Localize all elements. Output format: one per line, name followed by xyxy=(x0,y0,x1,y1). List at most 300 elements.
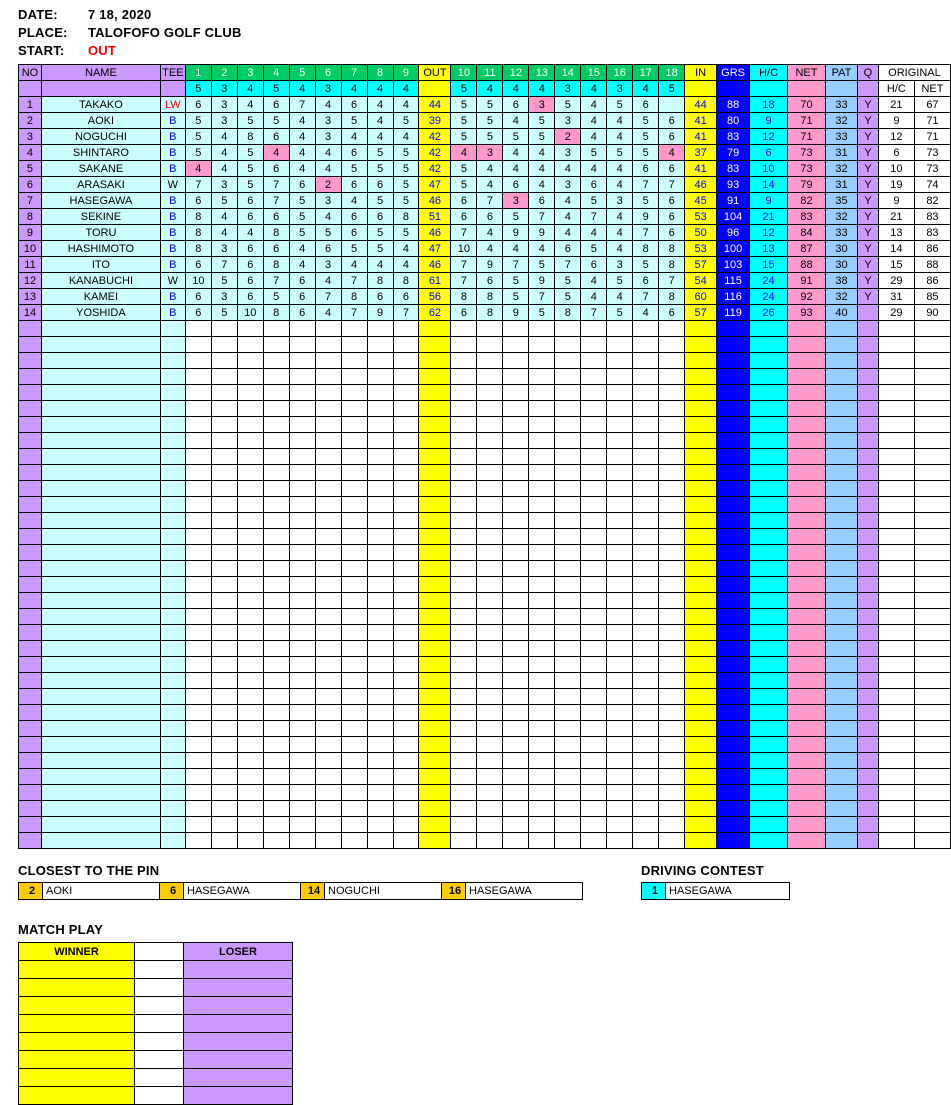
empty-out-9 xyxy=(393,785,419,801)
empty-no xyxy=(19,529,42,545)
empty-out-4 xyxy=(263,433,289,449)
match-loser-cell[interactable] xyxy=(184,1087,293,1105)
empty-name xyxy=(41,609,160,625)
empty-pat xyxy=(825,689,857,705)
empty-pat xyxy=(825,449,857,465)
empty-out-5 xyxy=(289,753,315,769)
empty-in-13 xyxy=(529,609,555,625)
row-score-in-10: 10 xyxy=(451,241,477,257)
row-player-name: TORU xyxy=(41,225,160,241)
row-q: Y xyxy=(857,177,878,193)
row-net: 87 xyxy=(788,241,826,257)
table-row-empty[interactable] xyxy=(19,465,951,481)
table-row[interactable] xyxy=(19,113,951,129)
empty-in-17 xyxy=(633,481,659,497)
match-loser-cell[interactable] xyxy=(184,1015,293,1033)
empty-out-1 xyxy=(185,577,211,593)
empty-in-12 xyxy=(503,593,529,609)
match-play-header-row xyxy=(19,943,293,961)
empty-in-15 xyxy=(581,433,607,449)
empty-q xyxy=(857,465,878,481)
row-grs: 100 xyxy=(717,241,750,257)
match-mid-cell[interactable] xyxy=(135,1087,184,1105)
empty-out-4 xyxy=(263,817,289,833)
empty-pat xyxy=(825,561,857,577)
empty-orig-net xyxy=(914,593,950,609)
empty-out-total xyxy=(419,545,451,561)
empty-in-17 xyxy=(633,785,659,801)
table-row[interactable] xyxy=(19,145,951,161)
match-winner-header: WINNER xyxy=(19,943,135,961)
empty-out-6 xyxy=(315,465,341,481)
empty-out-4 xyxy=(263,833,289,849)
row-score-out-2: 4 xyxy=(211,129,237,145)
match-play-row[interactable] xyxy=(19,1087,293,1105)
match-loser-cell[interactable] xyxy=(184,1051,293,1069)
par-grs xyxy=(717,81,750,97)
empty-name xyxy=(41,641,160,657)
col-header-hole-15: 15 xyxy=(581,65,607,81)
row-no: 10 xyxy=(19,241,42,257)
row-score-out-5: 5 xyxy=(289,193,315,209)
row-score-in-16: 5 xyxy=(607,305,633,321)
empty-in-12 xyxy=(503,529,529,545)
match-winner-cell[interactable] xyxy=(19,979,135,997)
empty-out-1 xyxy=(185,481,211,497)
row-net: 71 xyxy=(788,129,826,145)
empty-out-5 xyxy=(289,689,315,705)
empty-in-11 xyxy=(477,769,503,785)
empty-out-5 xyxy=(289,513,315,529)
empty-out-total xyxy=(419,625,451,641)
table-row-empty[interactable] xyxy=(19,577,951,593)
row-score-in-10: 4 xyxy=(451,145,477,161)
match-winner-cell[interactable] xyxy=(19,1051,135,1069)
row-score-in-14: 4 xyxy=(555,225,581,241)
row-tee: B xyxy=(160,145,185,161)
empty-in-16 xyxy=(607,465,633,481)
table-row[interactable] xyxy=(19,129,951,145)
row-hc: 21 xyxy=(750,209,788,225)
match-winner-cell[interactable] xyxy=(19,1033,135,1051)
empty-out-2 xyxy=(211,833,237,849)
empty-pat xyxy=(825,433,857,449)
empty-in-11 xyxy=(477,673,503,689)
empty-name xyxy=(41,337,160,353)
table-row-empty[interactable] xyxy=(19,497,951,513)
empty-grs xyxy=(717,433,750,449)
table-row[interactable] xyxy=(19,305,951,321)
empty-out-3 xyxy=(237,593,263,609)
match-loser-cell[interactable] xyxy=(184,979,293,997)
empty-tee xyxy=(160,385,185,401)
empty-in-18 xyxy=(659,577,685,593)
row-score-out-7: 8 xyxy=(341,289,367,305)
table-row[interactable] xyxy=(19,97,951,113)
match-loser-cell[interactable] xyxy=(184,1069,293,1087)
empty-out-3 xyxy=(237,721,263,737)
empty-net xyxy=(788,593,826,609)
table-row[interactable] xyxy=(19,241,951,257)
empty-name xyxy=(41,561,160,577)
table-row[interactable] xyxy=(19,161,951,177)
empty-in-12 xyxy=(503,497,529,513)
empty-in-17 xyxy=(633,753,659,769)
row-score-in-14: 2 xyxy=(555,129,581,145)
table-row-empty[interactable] xyxy=(19,625,951,641)
table-row-empty[interactable] xyxy=(19,673,951,689)
empty-net xyxy=(788,385,826,401)
match-play-row[interactable] xyxy=(19,997,293,1015)
empty-in-12 xyxy=(503,641,529,657)
match-mid-cell[interactable] xyxy=(135,979,184,997)
empty-tee xyxy=(160,433,185,449)
empty-out-9 xyxy=(393,705,419,721)
empty-in-16 xyxy=(607,545,633,561)
row-score-out-2: 3 xyxy=(211,241,237,257)
empty-out-5 xyxy=(289,817,315,833)
date-row xyxy=(18,6,951,24)
empty-in-13 xyxy=(529,321,555,337)
table-row-empty[interactable] xyxy=(19,817,951,833)
table-row-empty[interactable] xyxy=(19,449,951,465)
table-row-empty[interactable] xyxy=(19,705,951,721)
empty-pat xyxy=(825,385,857,401)
empty-in-15 xyxy=(581,353,607,369)
empty-pat xyxy=(825,721,857,737)
empty-out-8 xyxy=(367,513,393,529)
empty-no xyxy=(19,609,42,625)
empty-no xyxy=(19,641,42,657)
match-winner-cell[interactable] xyxy=(19,1069,135,1087)
row-orig-net: 67 xyxy=(914,97,950,113)
empty-in-12 xyxy=(503,321,529,337)
table-row-empty[interactable] xyxy=(19,321,951,337)
empty-in-15 xyxy=(581,769,607,785)
col-header-hole-16: 16 xyxy=(607,65,633,81)
row-score-out-2: 3 xyxy=(211,289,237,305)
table-row-empty[interactable] xyxy=(19,353,951,369)
empty-out-2 xyxy=(211,641,237,657)
empty-no xyxy=(19,657,42,673)
empty-no xyxy=(19,401,42,417)
empty-out-9 xyxy=(393,369,419,385)
empty-net xyxy=(788,449,826,465)
empty-out-9 xyxy=(393,641,419,657)
table-row-empty[interactable] xyxy=(19,657,951,673)
empty-out-6 xyxy=(315,769,341,785)
empty-name xyxy=(41,689,160,705)
row-score-out-8: 5 xyxy=(367,225,393,241)
match-mid-cell[interactable] xyxy=(135,1015,184,1033)
row-no: 14 xyxy=(19,305,42,321)
match-play-row[interactable] xyxy=(19,1033,293,1051)
empty-net xyxy=(788,417,826,433)
table-row[interactable] xyxy=(19,209,951,225)
match-play-row[interactable] xyxy=(19,1015,293,1033)
empty-out-6 xyxy=(315,337,341,353)
row-score-in-10: 5 xyxy=(451,177,477,193)
row-score-in-10: 5 xyxy=(451,129,477,145)
match-mid-cell[interactable] xyxy=(135,1033,184,1051)
match-loser-cell[interactable] xyxy=(184,961,293,979)
empty-out-7 xyxy=(341,577,367,593)
empty-in-11 xyxy=(477,529,503,545)
match-winner-cell[interactable] xyxy=(19,997,135,1015)
row-score-in-16: 4 xyxy=(607,113,633,129)
empty-net xyxy=(788,401,826,417)
row-out-total: 56 xyxy=(419,289,451,305)
empty-in-10 xyxy=(451,625,477,641)
empty-in-17 xyxy=(633,401,659,417)
row-score-in-14: 7 xyxy=(555,257,581,273)
empty-out-8 xyxy=(367,721,393,737)
table-row-empty[interactable] xyxy=(19,801,951,817)
empty-out-1 xyxy=(185,657,211,673)
table-row-empty[interactable] xyxy=(19,529,951,545)
par-out-6: 3 xyxy=(315,81,341,97)
empty-out-6 xyxy=(315,737,341,753)
par-in-18: 5 xyxy=(659,81,685,97)
par-in-17: 4 xyxy=(633,81,659,97)
match-loser-cell[interactable] xyxy=(184,997,293,1015)
empty-grs xyxy=(717,769,750,785)
empty-out-3 xyxy=(237,641,263,657)
empty-hc xyxy=(750,689,788,705)
row-net: 82 xyxy=(788,193,826,209)
row-score-out-8: 6 xyxy=(367,177,393,193)
row-orig-hc: 21 xyxy=(878,209,914,225)
table-row[interactable] xyxy=(19,257,951,273)
row-grs: 80 xyxy=(717,113,750,129)
empty-in-18 xyxy=(659,433,685,449)
match-play-row[interactable] xyxy=(19,1069,293,1087)
empty-in-12 xyxy=(503,369,529,385)
empty-in-total xyxy=(685,497,717,513)
empty-out-2 xyxy=(211,769,237,785)
empty-tee xyxy=(160,609,185,625)
match-mid-cell[interactable] xyxy=(135,961,184,979)
table-row-empty[interactable] xyxy=(19,401,951,417)
ctp-player-3: NOGUCHI xyxy=(325,883,442,900)
row-score-in-14: 3 xyxy=(555,113,581,129)
empty-out-4 xyxy=(263,625,289,641)
empty-out-9 xyxy=(393,529,419,545)
empty-tee xyxy=(160,705,185,721)
table-row[interactable] xyxy=(19,193,951,209)
empty-orig-net xyxy=(914,625,950,641)
match-play-row[interactable] xyxy=(19,979,293,997)
table-row-empty[interactable] xyxy=(19,753,951,769)
empty-out-3 xyxy=(237,657,263,673)
table-row-empty[interactable] xyxy=(19,721,951,737)
empty-pat xyxy=(825,353,857,369)
match-winner-cell[interactable] xyxy=(19,1087,135,1105)
empty-out-total xyxy=(419,433,451,449)
table-row-empty[interactable] xyxy=(19,785,951,801)
empty-in-10 xyxy=(451,385,477,401)
empty-in-15 xyxy=(581,673,607,689)
match-mid-cell[interactable] xyxy=(135,997,184,1015)
row-no: 7 xyxy=(19,193,42,209)
table-row-empty[interactable] xyxy=(19,769,951,785)
row-player-name: SHINTARO xyxy=(41,145,160,161)
empty-out-8 xyxy=(367,785,393,801)
table-row-empty[interactable] xyxy=(19,689,951,705)
empty-in-11 xyxy=(477,481,503,497)
row-score-in-13: 3 xyxy=(529,97,555,113)
table-row[interactable] xyxy=(19,273,951,289)
empty-no xyxy=(19,801,42,817)
row-score-in-17: 4 xyxy=(633,305,659,321)
empty-q xyxy=(857,353,878,369)
empty-in-12 xyxy=(503,385,529,401)
empty-in-16 xyxy=(607,481,633,497)
table-row[interactable] xyxy=(19,225,951,241)
empty-in-15 xyxy=(581,785,607,801)
empty-in-11 xyxy=(477,817,503,833)
row-score-out-5: 4 xyxy=(289,257,315,273)
empty-in-11 xyxy=(477,577,503,593)
row-score-out-8: 6 xyxy=(367,289,393,305)
empty-in-10 xyxy=(451,417,477,433)
table-row-empty[interactable] xyxy=(19,417,951,433)
row-score-in-16: 4 xyxy=(607,225,633,241)
empty-out-8 xyxy=(367,561,393,577)
match-winner-cell[interactable] xyxy=(19,1015,135,1033)
table-row[interactable] xyxy=(19,177,951,193)
table-row-empty[interactable] xyxy=(19,337,951,353)
empty-orig-net xyxy=(914,401,950,417)
empty-out-3 xyxy=(237,705,263,721)
table-row-empty[interactable] xyxy=(19,385,951,401)
empty-in-14 xyxy=(555,497,581,513)
match-play-row[interactable] xyxy=(19,961,293,979)
empty-in-16 xyxy=(607,625,633,641)
empty-orig-hc xyxy=(878,801,914,817)
empty-grs xyxy=(717,737,750,753)
empty-out-7 xyxy=(341,641,367,657)
row-score-in-15: 4 xyxy=(581,113,607,129)
table-row-empty[interactable] xyxy=(19,481,951,497)
empty-in-16 xyxy=(607,641,633,657)
table-row-empty[interactable] xyxy=(19,833,951,849)
col-header-pat: PAT xyxy=(825,65,857,81)
table-row-empty[interactable] xyxy=(19,433,951,449)
row-score-in-12: 6 xyxy=(503,97,529,113)
empty-in-12 xyxy=(503,465,529,481)
table-row[interactable] xyxy=(19,289,951,305)
row-score-in-15: 5 xyxy=(581,145,607,161)
table-row-empty[interactable] xyxy=(19,593,951,609)
row-score-out-3: 5 xyxy=(237,161,263,177)
table-row-empty[interactable] xyxy=(19,641,951,657)
row-score-in-10: 6 xyxy=(451,193,477,209)
row-score-out-1: 8 xyxy=(185,209,211,225)
empty-in-17 xyxy=(633,385,659,401)
empty-tee xyxy=(160,561,185,577)
row-no: 6 xyxy=(19,177,42,193)
row-pat: 30 xyxy=(825,241,857,257)
empty-out-2 xyxy=(211,449,237,465)
empty-orig-net xyxy=(914,481,950,497)
row-score-in-13: 6 xyxy=(529,193,555,209)
empty-out-5 xyxy=(289,609,315,625)
par-out-2: 3 xyxy=(211,81,237,97)
empty-out-2 xyxy=(211,433,237,449)
empty-out-8 xyxy=(367,369,393,385)
table-row-empty[interactable] xyxy=(19,561,951,577)
empty-out-9 xyxy=(393,401,419,417)
row-score-in-14: 3 xyxy=(555,145,581,161)
match-winner-cell[interactable] xyxy=(19,961,135,979)
table-row-empty[interactable] xyxy=(19,513,951,529)
row-out-total: 42 xyxy=(419,145,451,161)
closest-to-pin-title: CLOSEST TO THE PIN xyxy=(18,863,160,878)
match-mid-cell[interactable] xyxy=(135,1051,184,1069)
table-row-empty[interactable] xyxy=(19,737,951,753)
empty-in-12 xyxy=(503,433,529,449)
row-score-out-9: 4 xyxy=(393,257,419,273)
empty-net xyxy=(788,705,826,721)
empty-grs xyxy=(717,609,750,625)
empty-out-1 xyxy=(185,497,211,513)
ctp-hole-2: 6 xyxy=(160,883,184,900)
empty-in-18 xyxy=(659,465,685,481)
row-no: 11 xyxy=(19,257,42,273)
empty-out-3 xyxy=(237,609,263,625)
row-tee: W xyxy=(160,273,185,289)
empty-net xyxy=(788,497,826,513)
match-loser-cell[interactable] xyxy=(184,1033,293,1051)
empty-in-18 xyxy=(659,625,685,641)
empty-orig-net xyxy=(914,689,950,705)
empty-out-3 xyxy=(237,529,263,545)
col-header-no: NO xyxy=(19,65,42,81)
empty-in-18 xyxy=(659,593,685,609)
table-row-empty[interactable] xyxy=(19,369,951,385)
row-score-in-17: 6 xyxy=(633,161,659,177)
empty-out-3 xyxy=(237,353,263,369)
row-score-out-4: 7 xyxy=(263,273,289,289)
empty-out-9 xyxy=(393,817,419,833)
empty-tee xyxy=(160,641,185,657)
table-row-empty[interactable] xyxy=(19,609,951,625)
empty-grs xyxy=(717,465,750,481)
empty-in-11 xyxy=(477,785,503,801)
match-play-row[interactable] xyxy=(19,1051,293,1069)
empty-tee xyxy=(160,529,185,545)
empty-out-3 xyxy=(237,545,263,561)
table-row-empty[interactable] xyxy=(19,545,951,561)
match-mid-cell[interactable] xyxy=(135,1069,184,1087)
empty-out-1 xyxy=(185,625,211,641)
row-score-in-14: 8 xyxy=(555,305,581,321)
empty-tee xyxy=(160,321,185,337)
empty-out-6 xyxy=(315,481,341,497)
empty-in-total xyxy=(685,657,717,673)
empty-out-6 xyxy=(315,753,341,769)
empty-name xyxy=(41,401,160,417)
empty-out-1 xyxy=(185,737,211,753)
row-score-out-8: 5 xyxy=(367,161,393,177)
empty-orig-hc xyxy=(878,785,914,801)
empty-out-2 xyxy=(211,657,237,673)
empty-out-6 xyxy=(315,705,341,721)
empty-out-total xyxy=(419,321,451,337)
row-score-in-15: 4 xyxy=(581,225,607,241)
empty-tee xyxy=(160,545,185,561)
